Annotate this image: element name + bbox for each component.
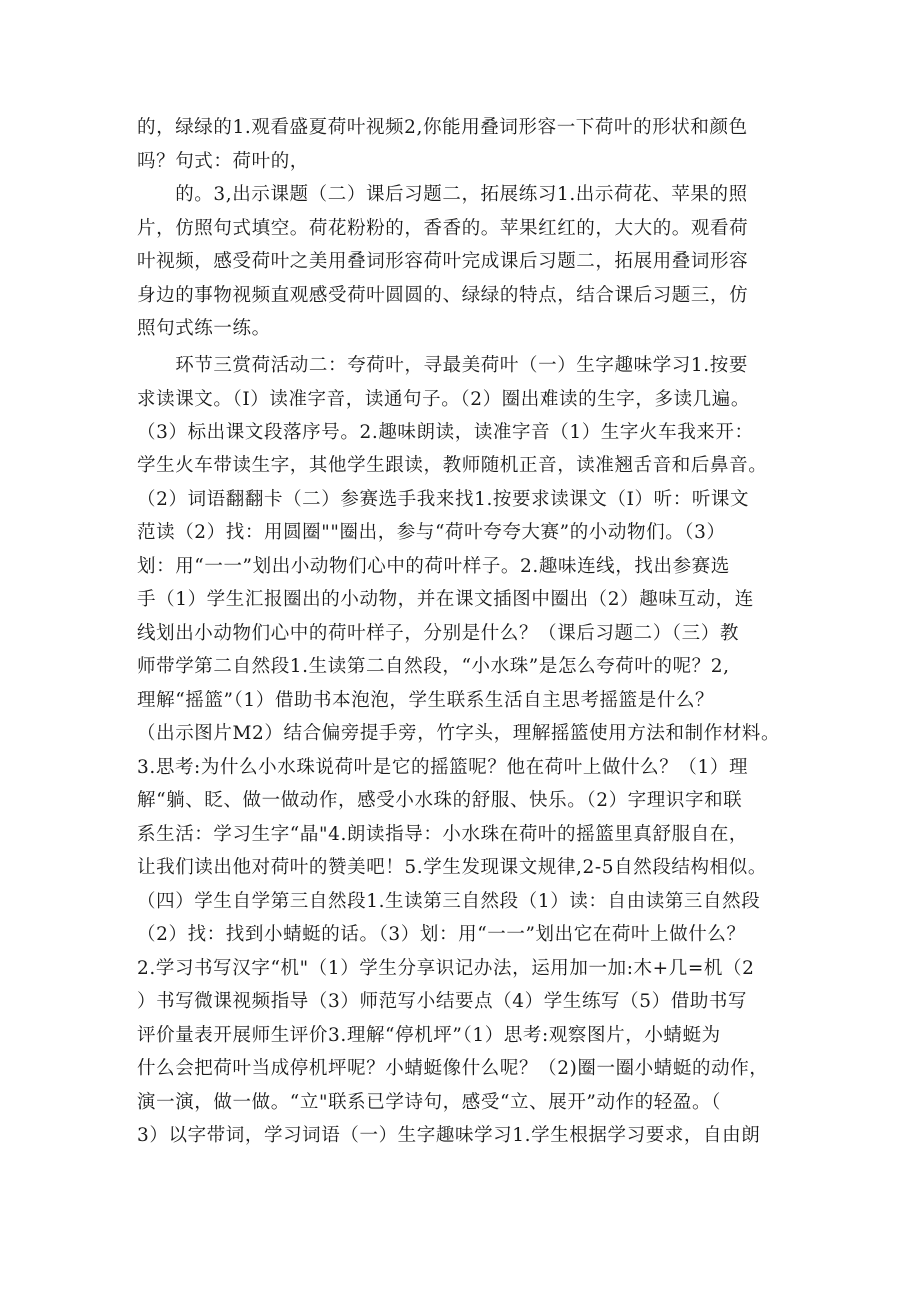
text-line: 照句式练一练。 [137,318,271,339]
text-line: 片，仿照句式填空。荷花粉粉的，香香的。苹果红红的，大大的。观看荷 [137,218,749,239]
text-line: 什么会把荷叶当成停机坪呢？小蜻蜓像什么呢？（2)圈一圈小蜻蜓的动作， [137,1058,769,1079]
text-line: 环节三赏荷活动二：夸荷叶，寻最美荷叶（一）生字趣味学习1.按要 [137,355,748,376]
text-line: 求读课文。（I）读准字音，读通句子。（2）圈出难读的生字，多读几遍。 [137,389,750,410]
text-line: 系生活：学习生字“晶"4.朗读指导：小水珠在荷叶的摇篮里真舒服自在， [137,824,749,845]
text-line: 的。3,出示课题（二）课后习题二，拓展练习1.出示荷花、苹果的照 [137,184,748,205]
text-line: （2）词语翻翻卡（二）参赛选手我来找1.按要求读课文（I）听：听课文 [137,489,750,510]
text-line: 解“躺、眨、做一做动作，感受小水珠的舒服、快乐。（2）字理识字和联 [137,790,743,811]
text-line: 叶视频，感受荷叶之美用叠词形容荷叶完成课后习题二，拓展用叠词形容 [137,251,749,272]
text-line: 师带学第二自然段1.生读第二自然段，“小水珠”是怎么夸荷叶的呢？2, [137,656,730,677]
text-line: 让我们读出他对荷叶的赞美吧！5.学生发现课文规律,2-5自然段结构相似。 [137,857,767,878]
text-line: 评价量表开展师生评价3.理解“停机坪”（1）思考:观察图片，小蜻蜓为 [137,1025,721,1046]
text-line: 的，绿绿的1.观看盛夏荷叶视频2,你能用叠词形容一下荷叶的形状和颜色 [137,117,748,138]
text-line: 2.学习书写汉字“机"（1）学生分享识记办法，运用加一加:木+几=机（2 [137,958,755,979]
text-line: 范读（2）找：用圆圈""圈出，参与“荷叶夸夸大赛”的小动物们。（3） [137,522,726,543]
text-line: （出示图片M2）结合偏旁提手旁，竹字头，理解摇篮使用方法和制作材料。 [137,723,781,744]
text-line: （四）学生自学第三自然段1.生读第三自然段（1）读：自由读第三自然段 [137,891,761,912]
text-line: 吗？句式：荷叶的， [137,151,309,172]
text-line: 3.思考:为什么小水珠说荷叶是它的摇篮呢？他在荷叶上做什么？（1）理 [137,757,749,778]
text-line: 演一演，做一做。“立"联系已学诗句，感受“立、展开”动作的轻盈。（ [137,1092,721,1113]
text-line: （3）标出课文段落序号。2.趣味朗读，读准字音（1）生字火车我来开： [137,422,754,443]
text-line: 划：用“一一”划出小动物们心中的荷叶样子。2.趣味连线，找出参赛选 [137,556,730,577]
text-line: 线划出小动物们心中的荷叶样子，分别是什么？（课后习题二）（三）教 [137,623,739,644]
text-line: 理解“摇篮”（1）借助书本泡泡，学生联系生活自主思考摇篮是什么？ [137,690,715,711]
text-line: 3）以字带词，学习词语（一）生字趣味学习1.学生根据学习要求，自由朗 [137,1125,761,1146]
text-line: 学生火车带读生字，其他学生跟读，教师随机正音，读准翘舌音和后鼻音。 [137,455,768,476]
text-line: ）书写微课视频指导（3）师范写小结要点（4）学生练写（5）借助书写 [137,991,748,1012]
text-line: （2）找：找到小蜻蜓的话。（3）划：用“一一”划出它在荷叶上做什么？ [137,924,746,945]
text-line: 身边的事物视频直观感受荷叶圆圆的、绿绿的特点，结合课后习题三，仿 [137,285,749,306]
text-line: 手（1）学生汇报圈出的小动物，并在课文插图中圈出（2）趣味互动，连 [137,589,754,610]
